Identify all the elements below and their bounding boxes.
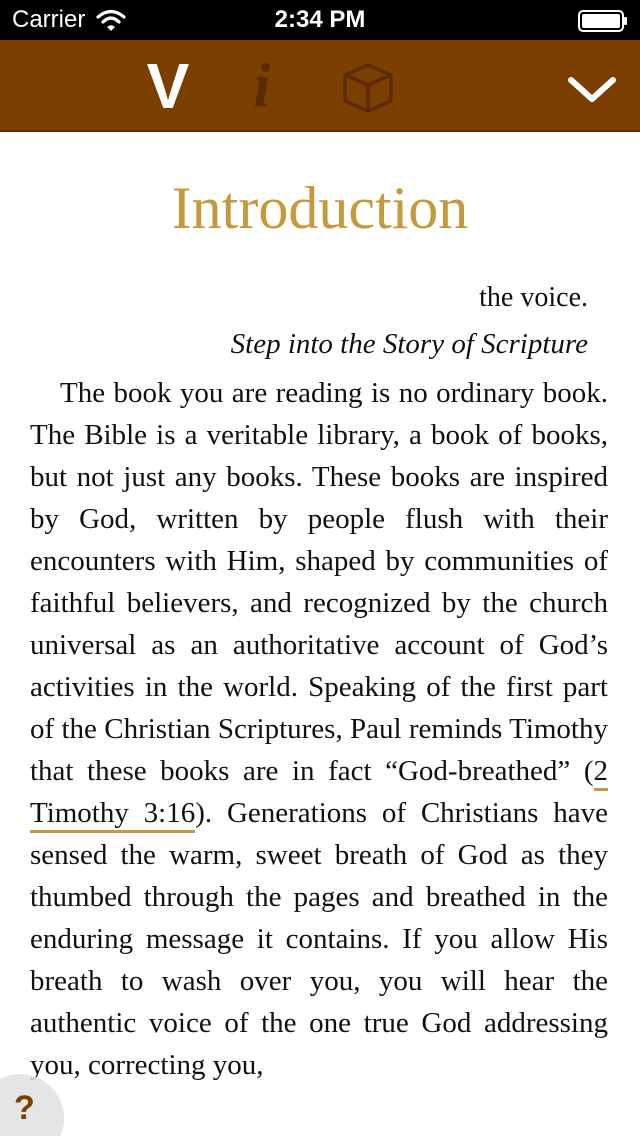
help-icon[interactable]: ? bbox=[14, 1089, 35, 1127]
voice-button[interactable]: V bbox=[146, 50, 190, 122]
cube-icon[interactable] bbox=[340, 60, 396, 116]
status-bar bbox=[0, 0, 640, 40]
info-button[interactable]: i bbox=[253, 52, 271, 120]
paragraph-text-after-link: ). Generations of Christians have sensed the warm, sweet breath of God as they thumbed through the pages and breathed in the enduring message it contains. If you allow His breath to wash over you, you will hear the authentic voice of the one true God addressing you, correcting you, bbox=[30, 797, 608, 1081]
chevron-down-icon[interactable] bbox=[566, 72, 618, 106]
battery-icon bbox=[578, 10, 628, 32]
brand-name: the voice. bbox=[479, 282, 588, 313]
page-title: Introduction bbox=[171, 175, 469, 241]
scripture-reference-link[interactable]: 2 Timothy 3:16 bbox=[30, 755, 608, 833]
carrier-label: Carrier bbox=[12, 6, 86, 33]
status-time: 2:34 PM bbox=[274, 6, 366, 33]
tagline: Step into the Story of Scripture bbox=[230, 328, 588, 360]
body-paragraph bbox=[30, 372, 608, 1086]
paragraph-text-before-link: The book you are reading is no ordinary book. The Bible is a veritable library, a book of books, but not just any books. These books are inspired by God, written by people flush with their encounters with Him, shaped by communities of faithful believers, and recognized by the church universal as an authoritative account of God’s activities in the world. Speaking of the first part of the Christian Scriptures, Paul reminds Timothy that these books are in fact “God-breathed” ( bbox=[30, 377, 608, 787]
reader-toolbar bbox=[0, 40, 640, 132]
reading-content[interactable] bbox=[0, 134, 640, 1136]
